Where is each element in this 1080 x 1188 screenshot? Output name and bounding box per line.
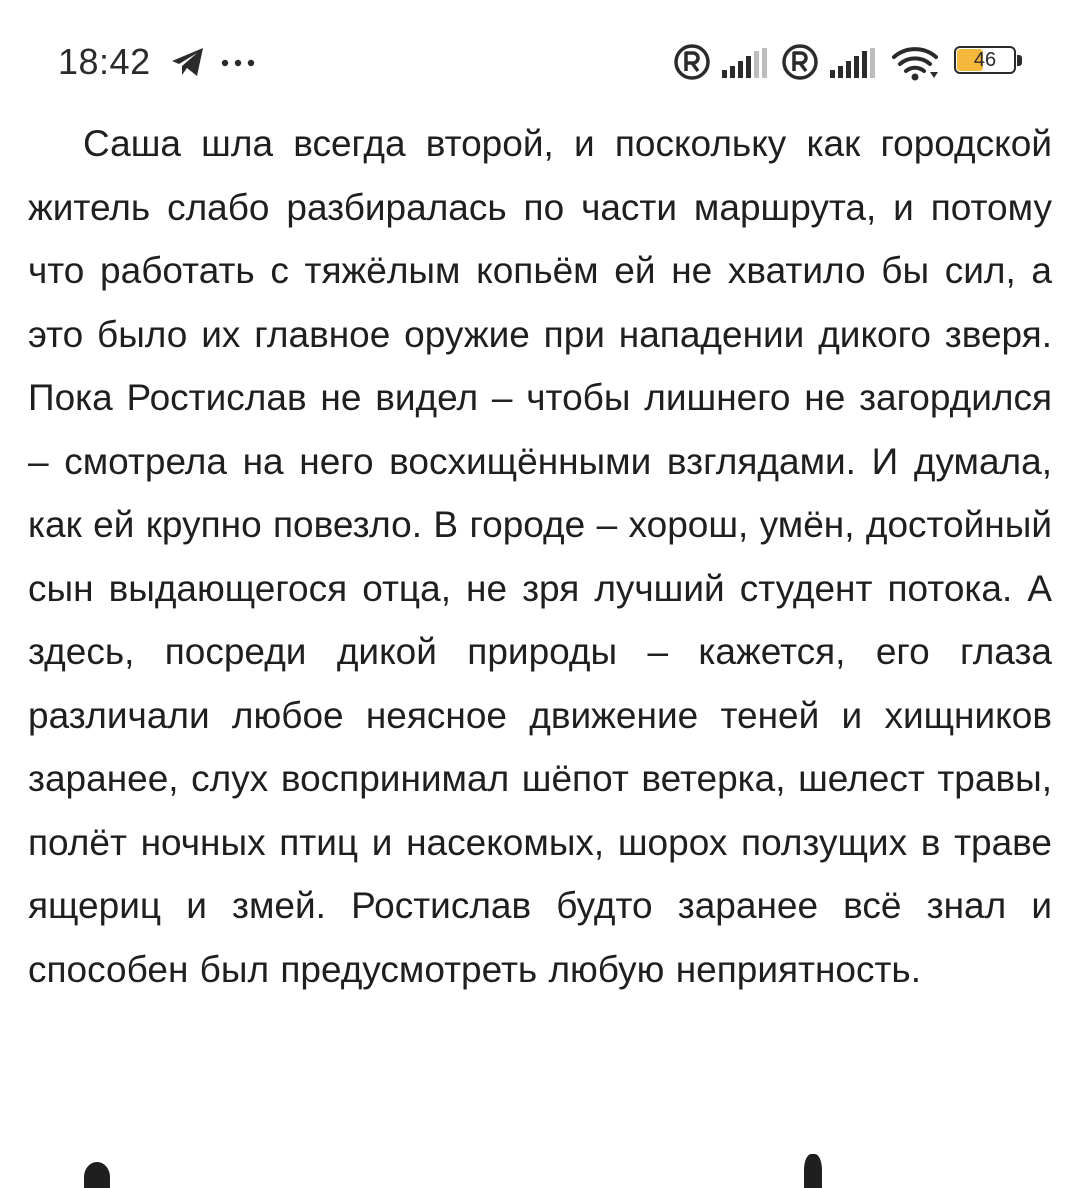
signal-icon	[828, 48, 880, 80]
roaming-r-icon	[672, 42, 712, 82]
battery-level: 46	[973, 49, 997, 71]
next-paragraph-fragment	[84, 1148, 1044, 1188]
telegram-icon	[170, 45, 206, 79]
signal-icon	[720, 48, 772, 80]
reader-page[interactable]	[28, 112, 1052, 1001]
book-paragraph: Саша шла всегда второй, и поскольку как городской житель слабо разбиралась по части маршрута, и потому что работать с тяжёлым копьём ей не хватило бы сил, а это было их главное оружие при нападении дикого зверя. Пока Ростислав не видел – чтобы лишнего не загордился – смотрела на него восхищёнными взглядами. И думала, как ей крупно повезло. В городе – хорош, умён, достойный сын выдающегося отца, не зря лучший студент потока. А здесь, посреди дикой природы – кажется, его глаза различали любое неясное движение теней и хищников заранее, слух воспринимал шёпот ветерка, шелест травы, полёт ночных птиц и насекомых, шорох ползущих в траве ящериц и змей. Ростислав будто заранее всё знал и способен был предусмотреть любую неприятность.	[28, 123, 1052, 990]
status-bar	[0, 0, 1080, 120]
battery-icon	[954, 46, 1026, 76]
wifi-icon	[890, 44, 942, 82]
roaming-r-icon	[780, 42, 820, 82]
status-time: 18:42	[58, 41, 151, 82]
more-dots-icon	[220, 58, 256, 68]
status-icons	[672, 40, 1032, 84]
